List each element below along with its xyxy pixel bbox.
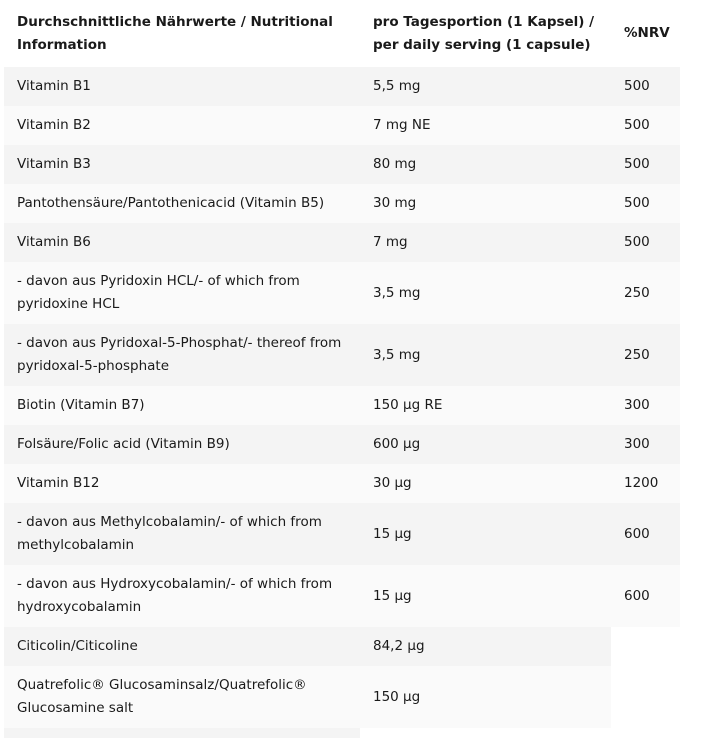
nutrient-amount: 3,5 mg	[360, 324, 611, 386]
nutrient-name: Vitamin B1	[4, 67, 360, 106]
table-row	[4, 106, 680, 145]
nutrient-name: - davon aus Methylcobalamin/- of which from methylcobalamin	[4, 503, 360, 565]
nutrient-nrv	[611, 666, 680, 728]
nutrient-name: Folsäure/Folic acid (Vitamin B9)	[4, 425, 360, 464]
header-per-daily-serving: pro Tagesportion (1 Kapsel) / per daily serving (1 capsule)	[373, 13, 595, 53]
table-row-partial	[4, 728, 680, 738]
nutrient-nrv: 250	[611, 324, 680, 386]
table-row	[4, 67, 680, 106]
nutrient-name: Vitamin B3	[4, 145, 360, 184]
table-row	[4, 223, 680, 262]
nutrient-nrv: 600	[611, 565, 680, 627]
nutrient-nrv: 500	[611, 106, 680, 145]
nutrient-amount: 7 mg NE	[360, 106, 611, 145]
nutrient-amount: 80 mg	[360, 145, 611, 184]
nutrient-amount: 5,5 mg	[360, 67, 611, 106]
table-row	[4, 503, 680, 565]
nutrient-nrv: 300	[611, 386, 680, 425]
nutrient-name: - davon aus Pyridoxal-5-Phosphat/- thereof from pyridoxal-5-phosphate	[4, 324, 360, 386]
table-row	[4, 262, 680, 324]
nutrient-nrv: 600	[611, 503, 680, 565]
nutrient-name: - davon aus Pyridoxin HCL/- of which from pyridoxine HCL	[4, 262, 360, 324]
nutrient-amount: 30 µg	[360, 464, 611, 503]
table-row	[4, 627, 680, 666]
table-row	[4, 425, 680, 464]
table-row	[4, 184, 680, 223]
table-body	[4, 67, 680, 728]
nutrient-nrv: 500	[611, 223, 680, 262]
nutrient-nrv	[611, 627, 680, 666]
nutrient-nrv: 500	[611, 184, 680, 223]
table-row	[4, 565, 680, 627]
nutrient-nrv: 300	[611, 425, 680, 464]
nutrient-amount: 15 µg	[360, 503, 611, 565]
nutrient-amount: 3,5 mg	[360, 262, 611, 324]
nutrient-amount: 150 µg RE	[360, 386, 611, 425]
nutrient-name: Biotin (Vitamin B7)	[4, 386, 360, 425]
header-nutritional-information: Durchschnittliche Nährwerte / Nutritional Information	[17, 13, 333, 53]
nutrient-nrv: 500	[611, 67, 680, 106]
nutrient-amount: 84,2 µg	[360, 627, 611, 666]
nutrient-name: Vitamin B6	[4, 223, 360, 262]
nutrient-name: Quatrefolic® Glucosaminsalz/Quatrefolic® Glucosamine salt	[4, 666, 360, 728]
table-cell	[4, 728, 360, 738]
nutrient-name: Vitamin B2	[4, 106, 360, 145]
nutrition-table	[4, 0, 680, 738]
header-nrv: %NRV	[624, 25, 670, 41]
nutrient-name: Pantothensäure/Pantothenicacid (Vitamin B5)	[4, 184, 360, 223]
nutrient-amount: 150 µg	[360, 666, 611, 728]
nutrient-nrv: 1200	[611, 464, 680, 503]
nutrient-amount: 600 µg	[360, 425, 611, 464]
nutrient-nrv: 250	[611, 262, 680, 324]
table-row	[4, 324, 680, 386]
table-header	[4, 0, 680, 67]
table-row	[4, 145, 680, 184]
nutrient-name: Vitamin B12	[4, 464, 360, 503]
nutrient-amount: 7 mg	[360, 223, 611, 262]
table-row	[4, 386, 680, 425]
nutrient-nrv: 500	[611, 145, 680, 184]
nutrient-amount: 15 µg	[360, 565, 611, 627]
table-row	[4, 464, 680, 503]
nutrient-name: - davon aus Hydroxycobalamin/- of which from hydroxycobalamin	[4, 565, 360, 627]
nutrient-amount: 30 mg	[360, 184, 611, 223]
table-row	[4, 666, 680, 728]
nutrient-name: Citicolin/Citicoline	[4, 627, 360, 666]
